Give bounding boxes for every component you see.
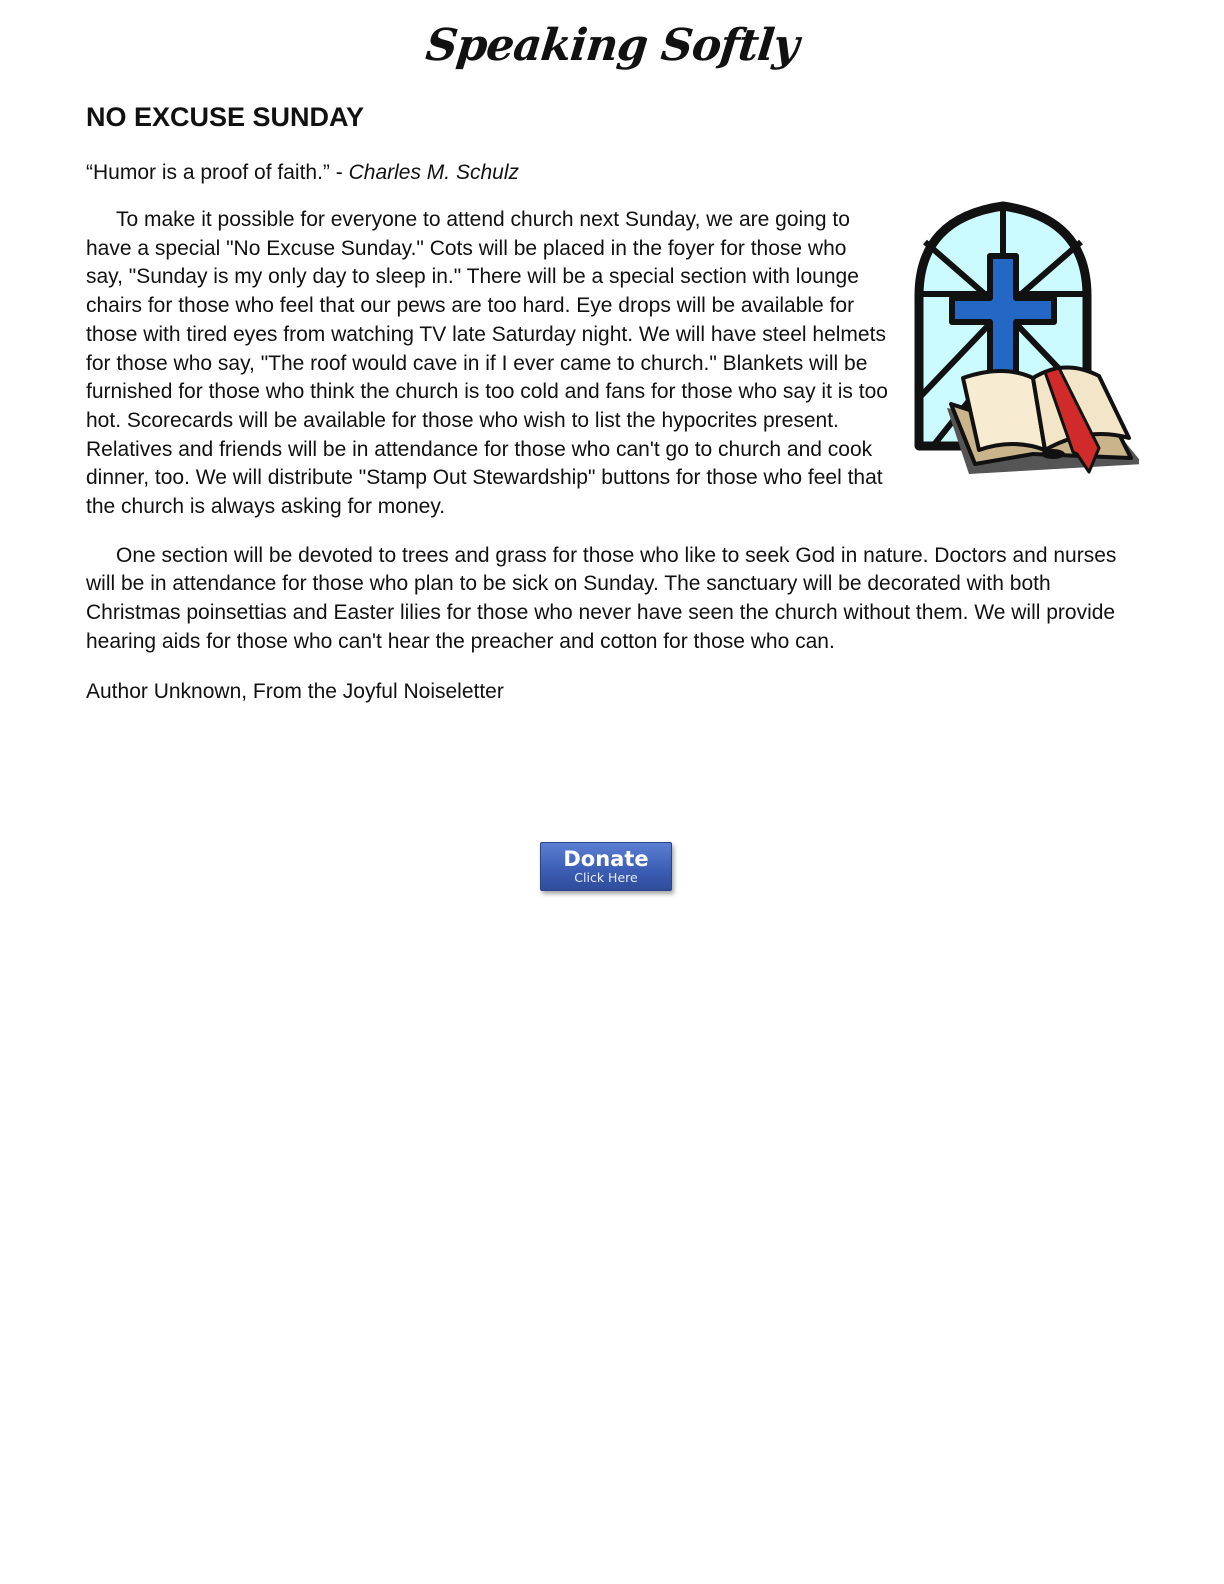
article-title: NO EXCUSE SUNDAY <box>86 102 365 132</box>
quote-author: Charles M. Schulz <box>348 161 519 184</box>
stained-glass-window-bible-icon <box>903 198 1139 498</box>
masthead-title: Speaking Softly <box>423 20 801 71</box>
article-paragraph-1: To make it possible for everyone to attend church next Sunday, we are going to have a special "No Excuse Sunday." Cots will be placed in the foyer for those who say, "Sunday is my only day to sleep in." There will be a special section with lounge chairs for those who feel that our pews are too hard. Eye drops will be available for those with tired eyes from watching TV late Saturday night. We will have steel helmets for those who say, "The roof would cave in if I ever came to church." Blankets will be furnished for those who think the church is too cold and fans for those who say it is too hot. Scorecards will be available for those who wish to list the hypocrites present. Relatives and friends will be in attendance for those who can't go to church and cook dinner, too. We will distribute "Stamp Out Stewardship" buttons for those who feel that the church is always asking for money. <box>86 208 888 519</box>
donate-button[interactable] <box>540 842 672 891</box>
article <box>86 96 1131 707</box>
donate-label: Donate <box>563 847 649 871</box>
epigraph <box>86 158 1131 188</box>
article-paragraph-2: One section will be devoted to trees and grass for those who like to seek God in nature. Doctors and nurses will be in attendance for those who plan to be sick on Sunday. The sanctuary will be decorated with both Christmas poinsettias and Easter lilies for those who never have seen the church without them. We will provide hearing aids for those who can't hear the preacher and cotton for those who can. <box>86 543 1117 653</box>
donate-sublabel: Click Here <box>574 870 638 885</box>
article-attribution: Author Unknown, From the Joyful Noiseletter <box>86 679 504 703</box>
quote-text: “Humor is a proof of faith.” - <box>86 161 349 184</box>
